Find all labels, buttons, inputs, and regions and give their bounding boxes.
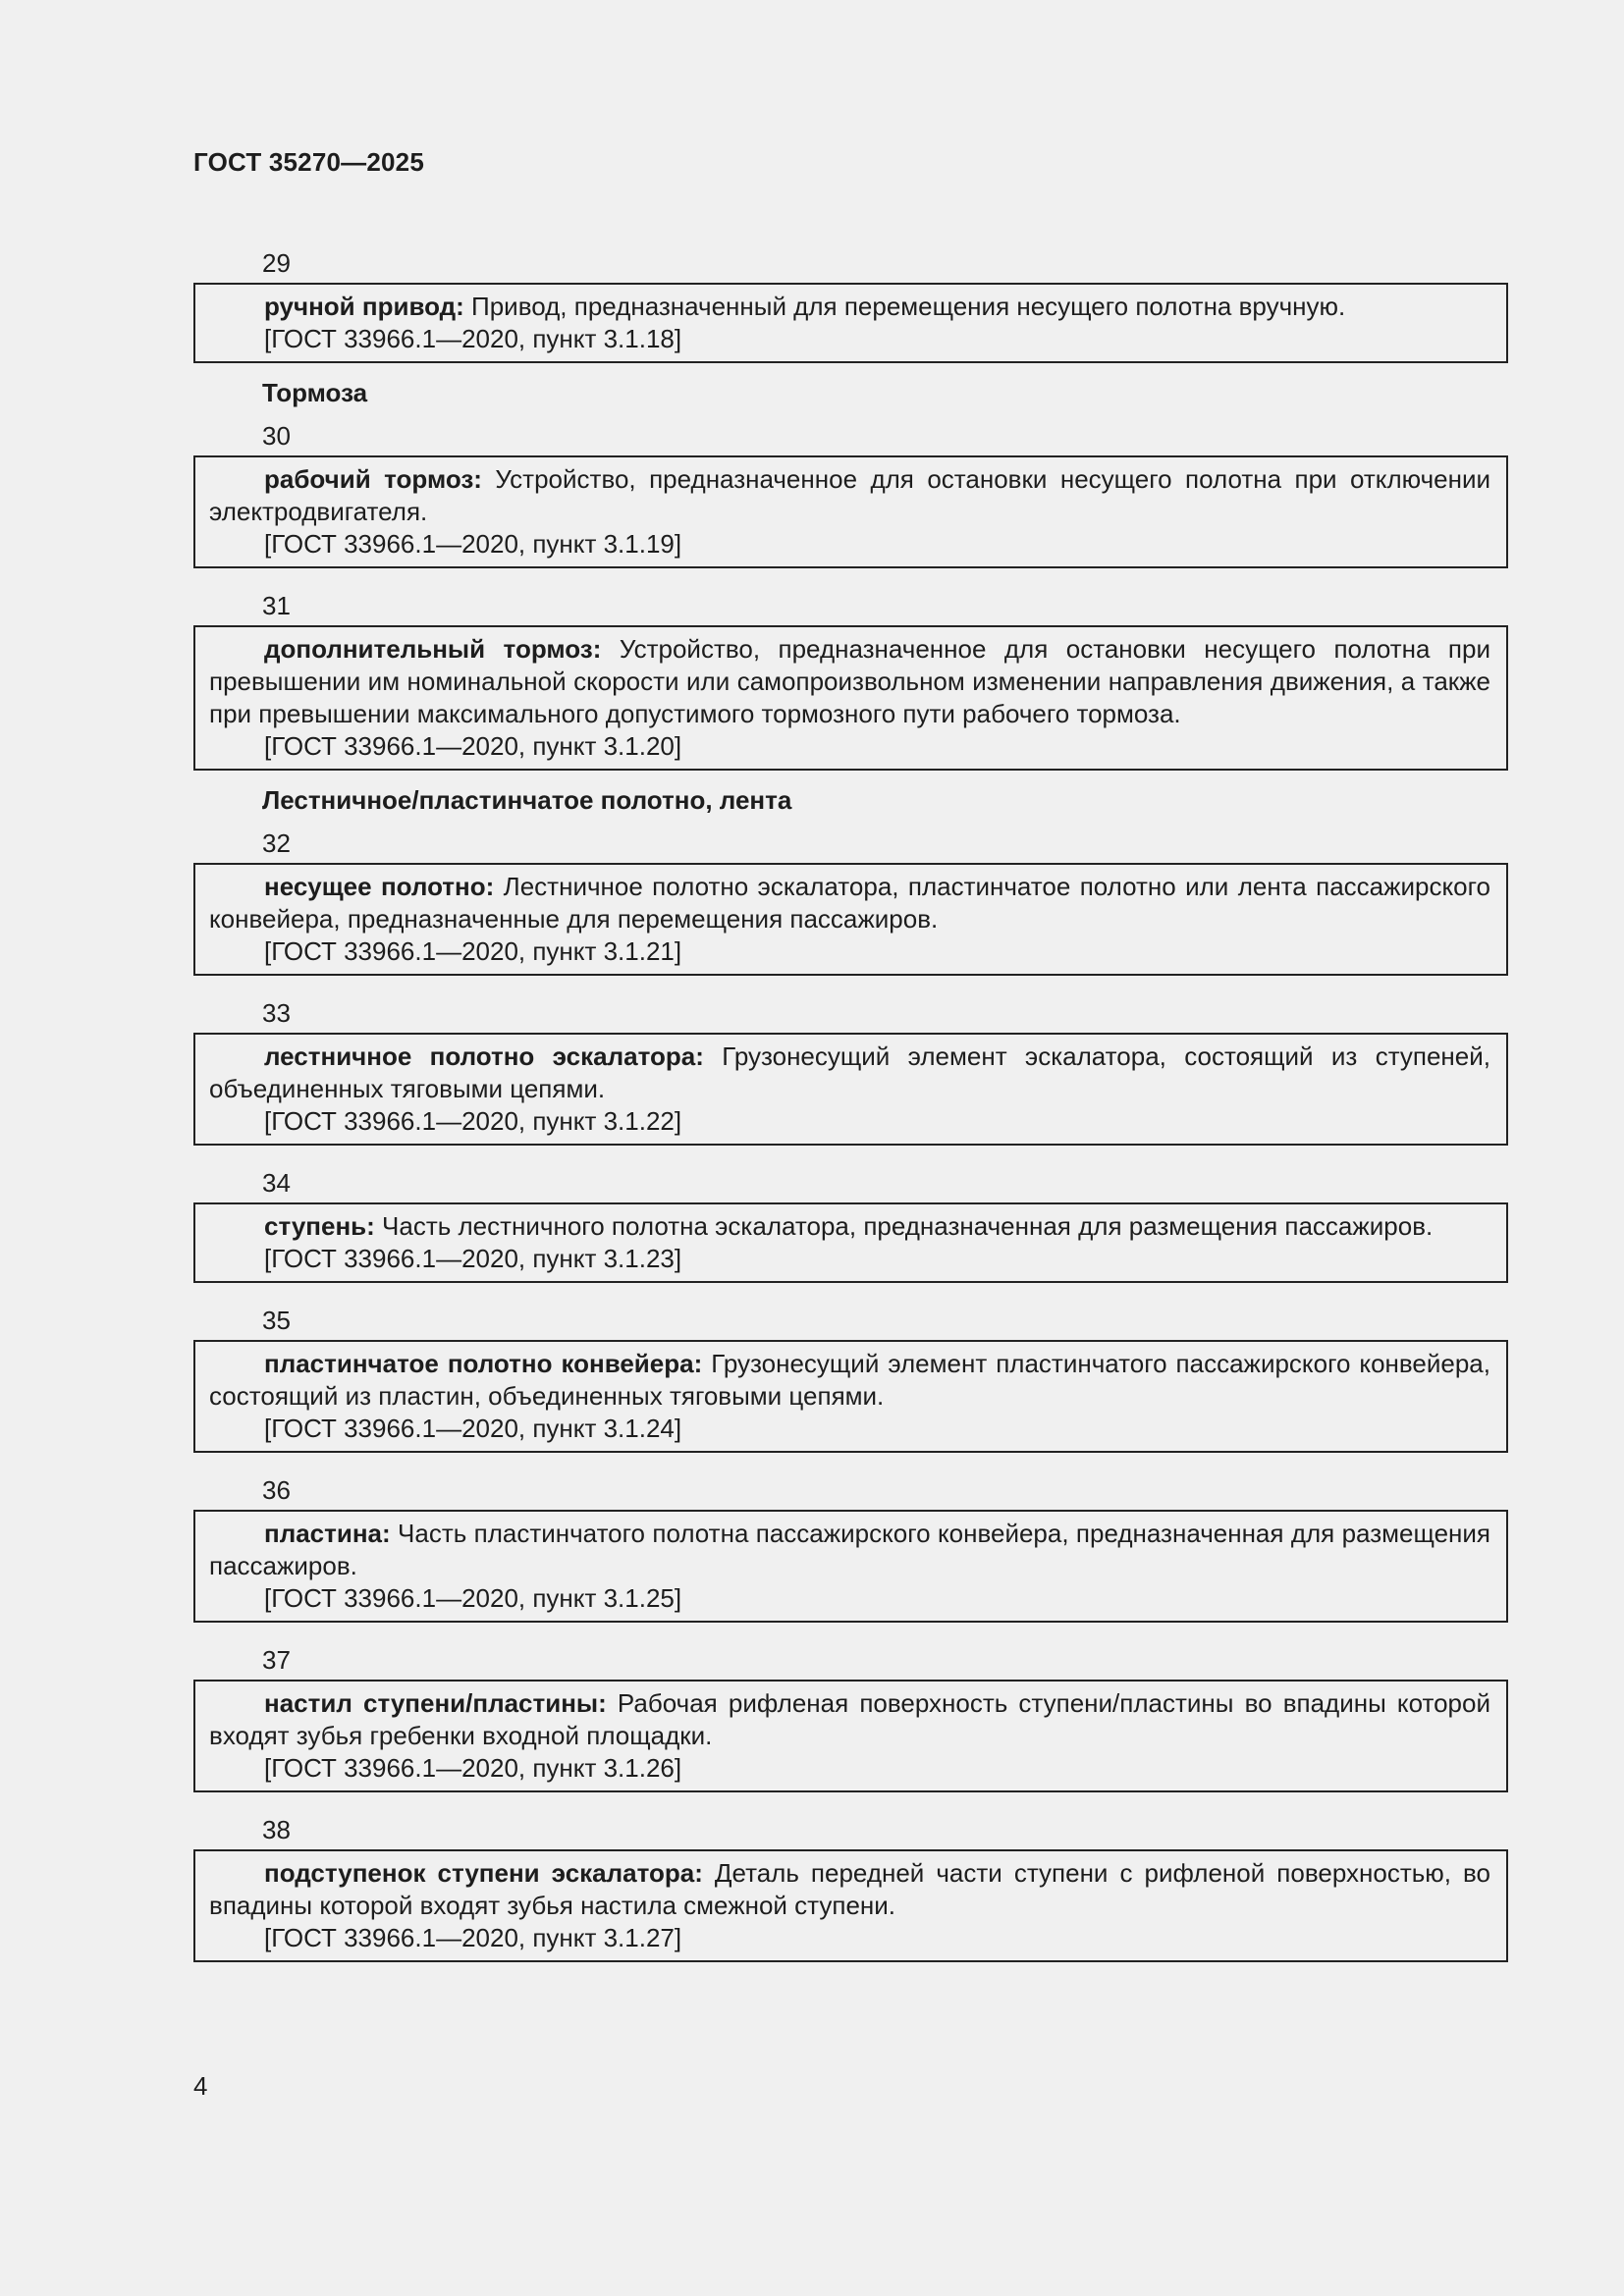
term-name: подступенок ступени эскалатора:: [264, 1858, 703, 1888]
term-reference: [ГОСТ 33966.1—2020, пункт 3.1.21]: [264, 936, 682, 966]
term-name: пластина:: [264, 1519, 391, 1548]
definition-text: Привод, предназначенный для перемещения несущего полотна вручную.: [463, 292, 1346, 321]
term-entry: [193, 1510, 1508, 1623]
term-name: настил ступени/пластины:: [264, 1688, 607, 1718]
definition-text: Устройство, предназначенное для остановки несущего полотна при превышении им номинальной скорости или самопроизвольном изменении направления движения, а также при превышении максимального допустимого тормозного пути рабочего тормоза.: [209, 634, 1490, 728]
term-definition: [209, 1210, 1490, 1243]
definition-text: Рабочая рифленая поверхность ступени/пластины во впадины которой входят зубья гребенки входной площадки.: [209, 1688, 1490, 1750]
term-entry: [193, 455, 1508, 568]
term-entry: [193, 1202, 1508, 1283]
term-definition: [209, 633, 1490, 730]
term-number: 30: [262, 421, 291, 451]
term-reference: [ГОСТ 33966.1—2020, пункт 3.1.23]: [264, 1244, 682, 1273]
term-name: ступень:: [264, 1211, 375, 1241]
term-reference: [ГОСТ 33966.1—2020, пункт 3.1.19]: [264, 529, 682, 559]
term-number: 31: [262, 591, 291, 620]
term-definition: [209, 1518, 1490, 1582]
term-number: 36: [262, 1475, 291, 1505]
term-definition: [209, 1348, 1490, 1413]
term-number: 34: [262, 1168, 291, 1198]
term-number: 37: [262, 1645, 291, 1675]
term-definition: [209, 871, 1490, 935]
page-number: 4: [193, 2071, 208, 2101]
term-reference: [ГОСТ 33966.1—2020, пункт 3.1.27]: [264, 1923, 682, 1952]
term-definition: [209, 1041, 1490, 1105]
definition-text: Грузонесущий элемент эскалатора, состоящий из ступеней, объединенных тяговыми цепями.: [209, 1041, 1490, 1103]
term-reference: [ГОСТ 33966.1—2020, пункт 3.1.18]: [264, 324, 682, 353]
definition-text: Часть лестничного полотна эскалатора, предназначенная для размещения пассажиров.: [374, 1211, 1434, 1241]
term-name: дополнительный тормоз:: [264, 634, 602, 664]
term-number: 29: [262, 248, 291, 278]
section-heading: Тормоза: [262, 378, 368, 407]
term-name: рабочий тормоз:: [264, 464, 482, 494]
terms-content: [193, 226, 1508, 1962]
term-reference: [ГОСТ 33966.1—2020, пункт 3.1.24]: [264, 1414, 682, 1443]
term-entry: [193, 863, 1508, 976]
term-definition: [209, 1687, 1490, 1752]
term-name: несущее полотно:: [264, 872, 495, 901]
term-entry: [193, 1680, 1508, 1792]
term-reference: [ГОСТ 33966.1—2020, пункт 3.1.20]: [264, 731, 682, 761]
term-definition: [209, 291, 1490, 323]
definition-text: Лестничное полотно эскалатора, пластинчатое полотно или лента пассажирского конвейера, предназначенные для перемещения пассажиров.: [209, 872, 1490, 934]
document-header: ГОСТ 35270—2025: [193, 147, 424, 177]
term-entry: [193, 1849, 1508, 1962]
term-entry: [193, 283, 1508, 363]
definition-text: Деталь передней части ступени с рифленой поверхностью, во впадины которой входят зубья настила смежной ступени.: [209, 1858, 1490, 1920]
definition-text: Часть пластинчатого полотна пассажирского конвейера, предназначенная для размещения пассажиров.: [209, 1519, 1490, 1580]
term-reference: [ГОСТ 33966.1—2020, пункт 3.1.26]: [264, 1753, 682, 1783]
section-heading: Лестничное/пластинчатое полотно, лента: [262, 785, 792, 815]
term-entry: [193, 1340, 1508, 1453]
term-reference: [ГОСТ 33966.1—2020, пункт 3.1.25]: [264, 1583, 682, 1613]
term-reference: [ГОСТ 33966.1—2020, пункт 3.1.22]: [264, 1106, 682, 1136]
term-number: 33: [262, 998, 291, 1028]
term-definition: [209, 463, 1490, 528]
definition-text: Грузонесущий элемент пластинчатого пассажирского конвейера, состоящий из пластин, объединенных тяговыми цепями.: [209, 1349, 1490, 1411]
term-name: ручной привод:: [264, 292, 464, 321]
term-number: 32: [262, 828, 291, 858]
term-name: лестничное полотно эскалатора:: [264, 1041, 704, 1071]
term-entry: [193, 625, 1508, 771]
term-definition: [209, 1857, 1490, 1922]
definition-text: Устройство, предназначенное для остановки несущего полотна при отключении электродвигателя.: [209, 464, 1490, 526]
term-number: 38: [262, 1815, 291, 1844]
term-entry: [193, 1033, 1508, 1146]
term-name: пластинчатое полотно конвейера:: [264, 1349, 703, 1378]
term-number: 35: [262, 1306, 291, 1335]
